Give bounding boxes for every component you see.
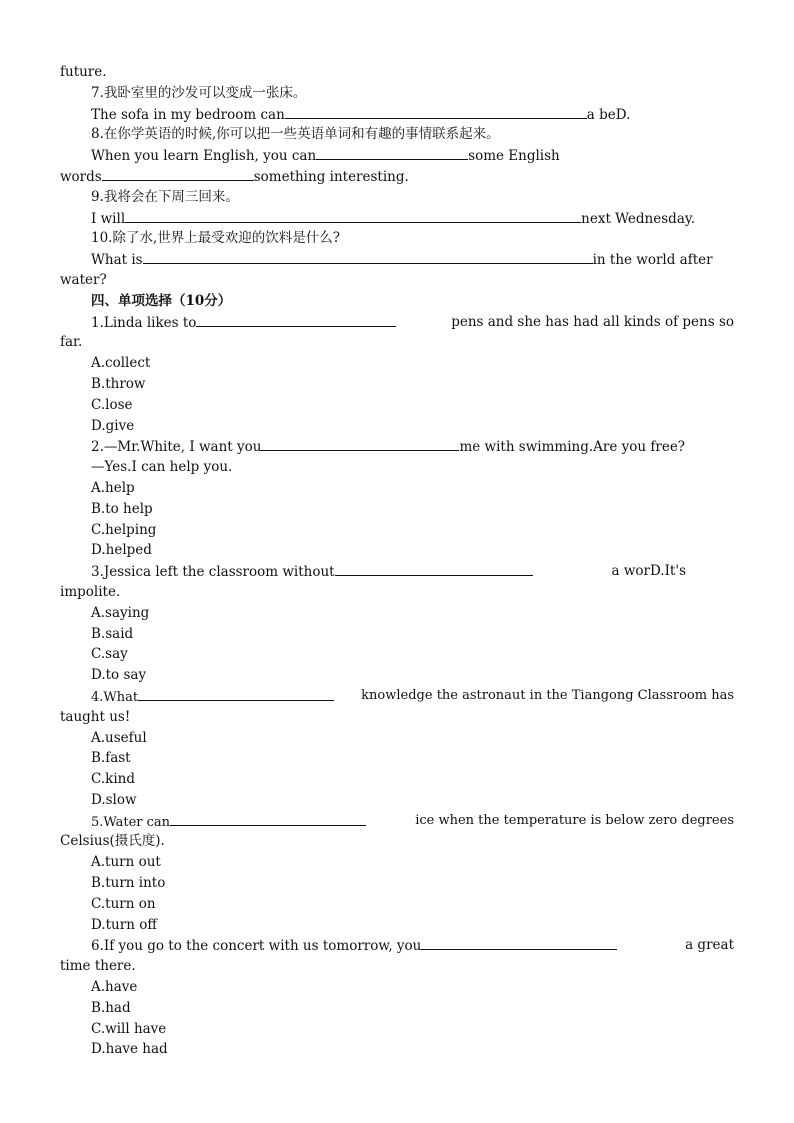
question-4-option-a[interactable]: A.useful — [91, 729, 147, 746]
question-5-stem-tail: Celsius(摄氏度). — [60, 833, 165, 850]
answer-blank[interactable] — [143, 249, 593, 264]
question-stem-post: a worD.It's — [611, 563, 686, 580]
question-1-option-d[interactable]: D.give — [91, 417, 135, 434]
translation-item-10-en — [60, 249, 734, 270]
question-2-answer-line: —Yes.I can help you. — [91, 459, 233, 476]
document-content — [60, 62, 734, 1060]
translation-item-8-cn: 8.在你学英语的时候,你可以把一些英语单词和有趣的事情联系起来。 — [91, 126, 500, 143]
translation-item-7-en — [60, 104, 734, 125]
question-4-option-d[interactable]: D.slow — [91, 791, 137, 808]
answer-blank[interactable] — [125, 208, 581, 223]
question-1-stem — [60, 312, 734, 333]
answer-blank[interactable] — [421, 935, 617, 950]
question-stem-pre: 2.—Mr.White, I want you — [91, 439, 262, 456]
translation-item-9-en — [60, 208, 734, 229]
question-2-option-a[interactable]: A.help — [91, 479, 135, 496]
item-9-en-post: next Wednesday. — [581, 210, 695, 227]
question-stem-pre: 4.What — [91, 689, 139, 705]
question-3-option-a[interactable]: A.saying — [91, 604, 150, 621]
question-5-option-c[interactable]: C.turn on — [91, 895, 156, 912]
question-4-option-c[interactable]: C.kind — [91, 771, 135, 788]
question-3-option-b[interactable]: B.said — [91, 625, 134, 642]
translation-item-8-en-line1 — [60, 145, 734, 166]
translation-item-8-en-line2 — [60, 166, 734, 187]
answer-blank[interactable] — [102, 166, 254, 181]
question-6-stem-tail: time there. — [60, 958, 136, 975]
answer-blank[interactable] — [285, 104, 587, 119]
question-6-option-d[interactable]: D.have had — [91, 1041, 168, 1058]
answer-blank[interactable] — [170, 811, 366, 826]
answer-blank[interactable] — [261, 436, 459, 451]
question-6-option-a[interactable]: A.have — [91, 979, 138, 996]
translation-item-7-cn: 7.我卧室里的沙发可以变成一张床。 — [91, 84, 307, 101]
question-stem-post: ice when the temperature is below zero degrees — [415, 812, 734, 828]
answer-blank[interactable] — [335, 561, 533, 576]
question-1-stem-tail: far. — [60, 334, 83, 351]
question-2-option-d[interactable]: D.helped — [91, 542, 152, 559]
item-8-en-pre: When you learn English, you can — [91, 148, 317, 165]
translation-item-10-en-tail: water? — [60, 271, 107, 288]
question-6-option-b[interactable]: B.had — [91, 999, 131, 1016]
question-stem-post: me with swimming.Are you free? — [459, 439, 686, 456]
translation-item-9-cn: 9.我将会在下周三回来。 — [91, 188, 239, 205]
section-title: 四、单项选择（10分） — [91, 292, 232, 309]
item-10-en-post: in the world after — [592, 252, 713, 269]
question-stem-pre: 3.Jessica left the classroom without — [91, 564, 335, 581]
question-5-option-b[interactable]: B.turn into — [91, 875, 166, 892]
question-stem-post: pens and she has had all kinds of pens so — [451, 313, 734, 330]
item-7-en-pre: The sofa in my bedroom can — [91, 106, 285, 123]
question-3-option-c[interactable]: C.say — [91, 646, 128, 663]
question-3-stem-tail: impolite. — [60, 583, 121, 600]
question-3-option-d[interactable]: D.to say — [91, 667, 147, 684]
question-1-option-a[interactable]: A.collect — [91, 355, 151, 372]
question-stem-post: knowledge the astronaut in the Tiangong Classroom has — [361, 687, 734, 703]
question-5-option-a[interactable]: A.turn out — [91, 854, 161, 871]
question-stem-pre: 6.If you go to the concert with us tomorrow, you — [91, 938, 422, 955]
question-2-stem — [60, 436, 734, 457]
item-9-en-pre: I will — [91, 210, 126, 227]
question-4-stem-tail: taught us! — [60, 708, 131, 725]
question-5-option-d[interactable]: D.turn off — [91, 916, 157, 933]
question-stem-post: a great — [685, 937, 734, 954]
item-8-en-post: something interesting. — [253, 168, 409, 185]
question-6-option-c[interactable]: C.will have — [91, 1020, 167, 1037]
question-3-stem — [60, 561, 734, 582]
question-stem-pre: 5.Water can — [91, 814, 171, 830]
answer-blank[interactable] — [196, 312, 396, 327]
question-4-option-b[interactable]: B.fast — [91, 750, 131, 767]
item-10-en-pre: What is — [91, 252, 143, 269]
question-6-stem — [60, 935, 734, 956]
question-5-stem — [60, 811, 734, 832]
question-1-option-c[interactable]: C.lose — [91, 396, 133, 413]
question-1-option-b[interactable]: B.throw — [91, 375, 146, 392]
answer-blank[interactable] — [138, 686, 334, 701]
item-8-en-pre2: words — [60, 168, 102, 185]
previous-item-tail: future. — [60, 64, 107, 80]
question-stem-pre: 1.Linda likes to — [91, 314, 197, 331]
answer-blank[interactable] — [316, 145, 468, 160]
translation-item-10-cn: 10.除了水,世界上最受欢迎的饮料是什么? — [91, 230, 340, 247]
item-7-en-post: a beD. — [586, 106, 631, 123]
item-8-en-mid: some English — [468, 148, 560, 165]
question-4-stem — [60, 686, 734, 707]
question-2-option-c[interactable]: C.helping — [91, 521, 157, 538]
question-2-option-b[interactable]: B.to help — [91, 500, 153, 517]
